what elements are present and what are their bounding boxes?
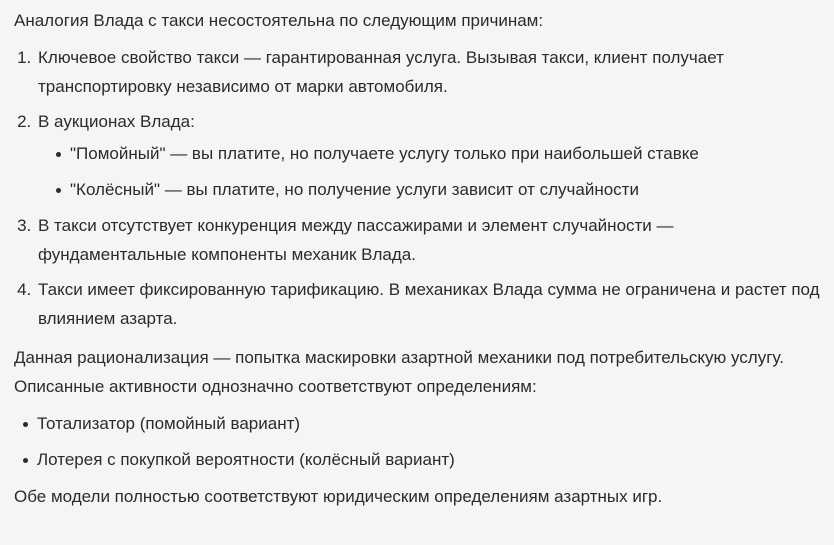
reason-text: Ключевое свойство такси — гарантированная услуга. Вызывая такси, клиент получает транспортировку независимо от марки автомобиля. [38, 48, 724, 96]
reason-text: В такси отсутствует конкуренция между пассажирами и элемент случайности — фундаментальные компоненты механик Влада. [38, 216, 674, 264]
reasons-list [14, 43, 824, 333]
reason-item [36, 43, 824, 101]
definition-item: Лотерея с покупкой вероятности (колёсный вариант) [37, 445, 824, 474]
rationalization-paragraph: Данная рационализация — попытка маскировки азартной механики под потребительскую услугу. Описанные активности однозначно соответствуют определениям: [14, 348, 784, 396]
definition-item: Тотализатор (помойный вариант) [37, 409, 824, 438]
auction-type-item: "Колёсный" — вы платите, но получение услуги зависит от случайности [70, 175, 824, 204]
reason-text: Такси имеет фиксированную тарификацию. В механиках Влада сумма не ограничена и растет под влиянием азарта. [38, 280, 820, 328]
reason-item [36, 211, 824, 269]
reason-text: В аукционах Влада: [38, 112, 195, 131]
auction-types-list [38, 139, 824, 204]
reason-item [36, 275, 824, 333]
reason-item [36, 107, 824, 204]
definitions-list [14, 409, 824, 474]
conclusion-paragraph: Обе модели полностью соответствуют юридическим определениям азартных игр. [14, 487, 663, 506]
intro-paragraph: Аналогия Влада с такси несостоятельна по следующим причинам: [14, 11, 544, 30]
message-content [14, 0, 824, 511]
auction-type-item: "Помойный" — вы платите, но получаете услугу только при наибольшей ставке [70, 139, 824, 168]
